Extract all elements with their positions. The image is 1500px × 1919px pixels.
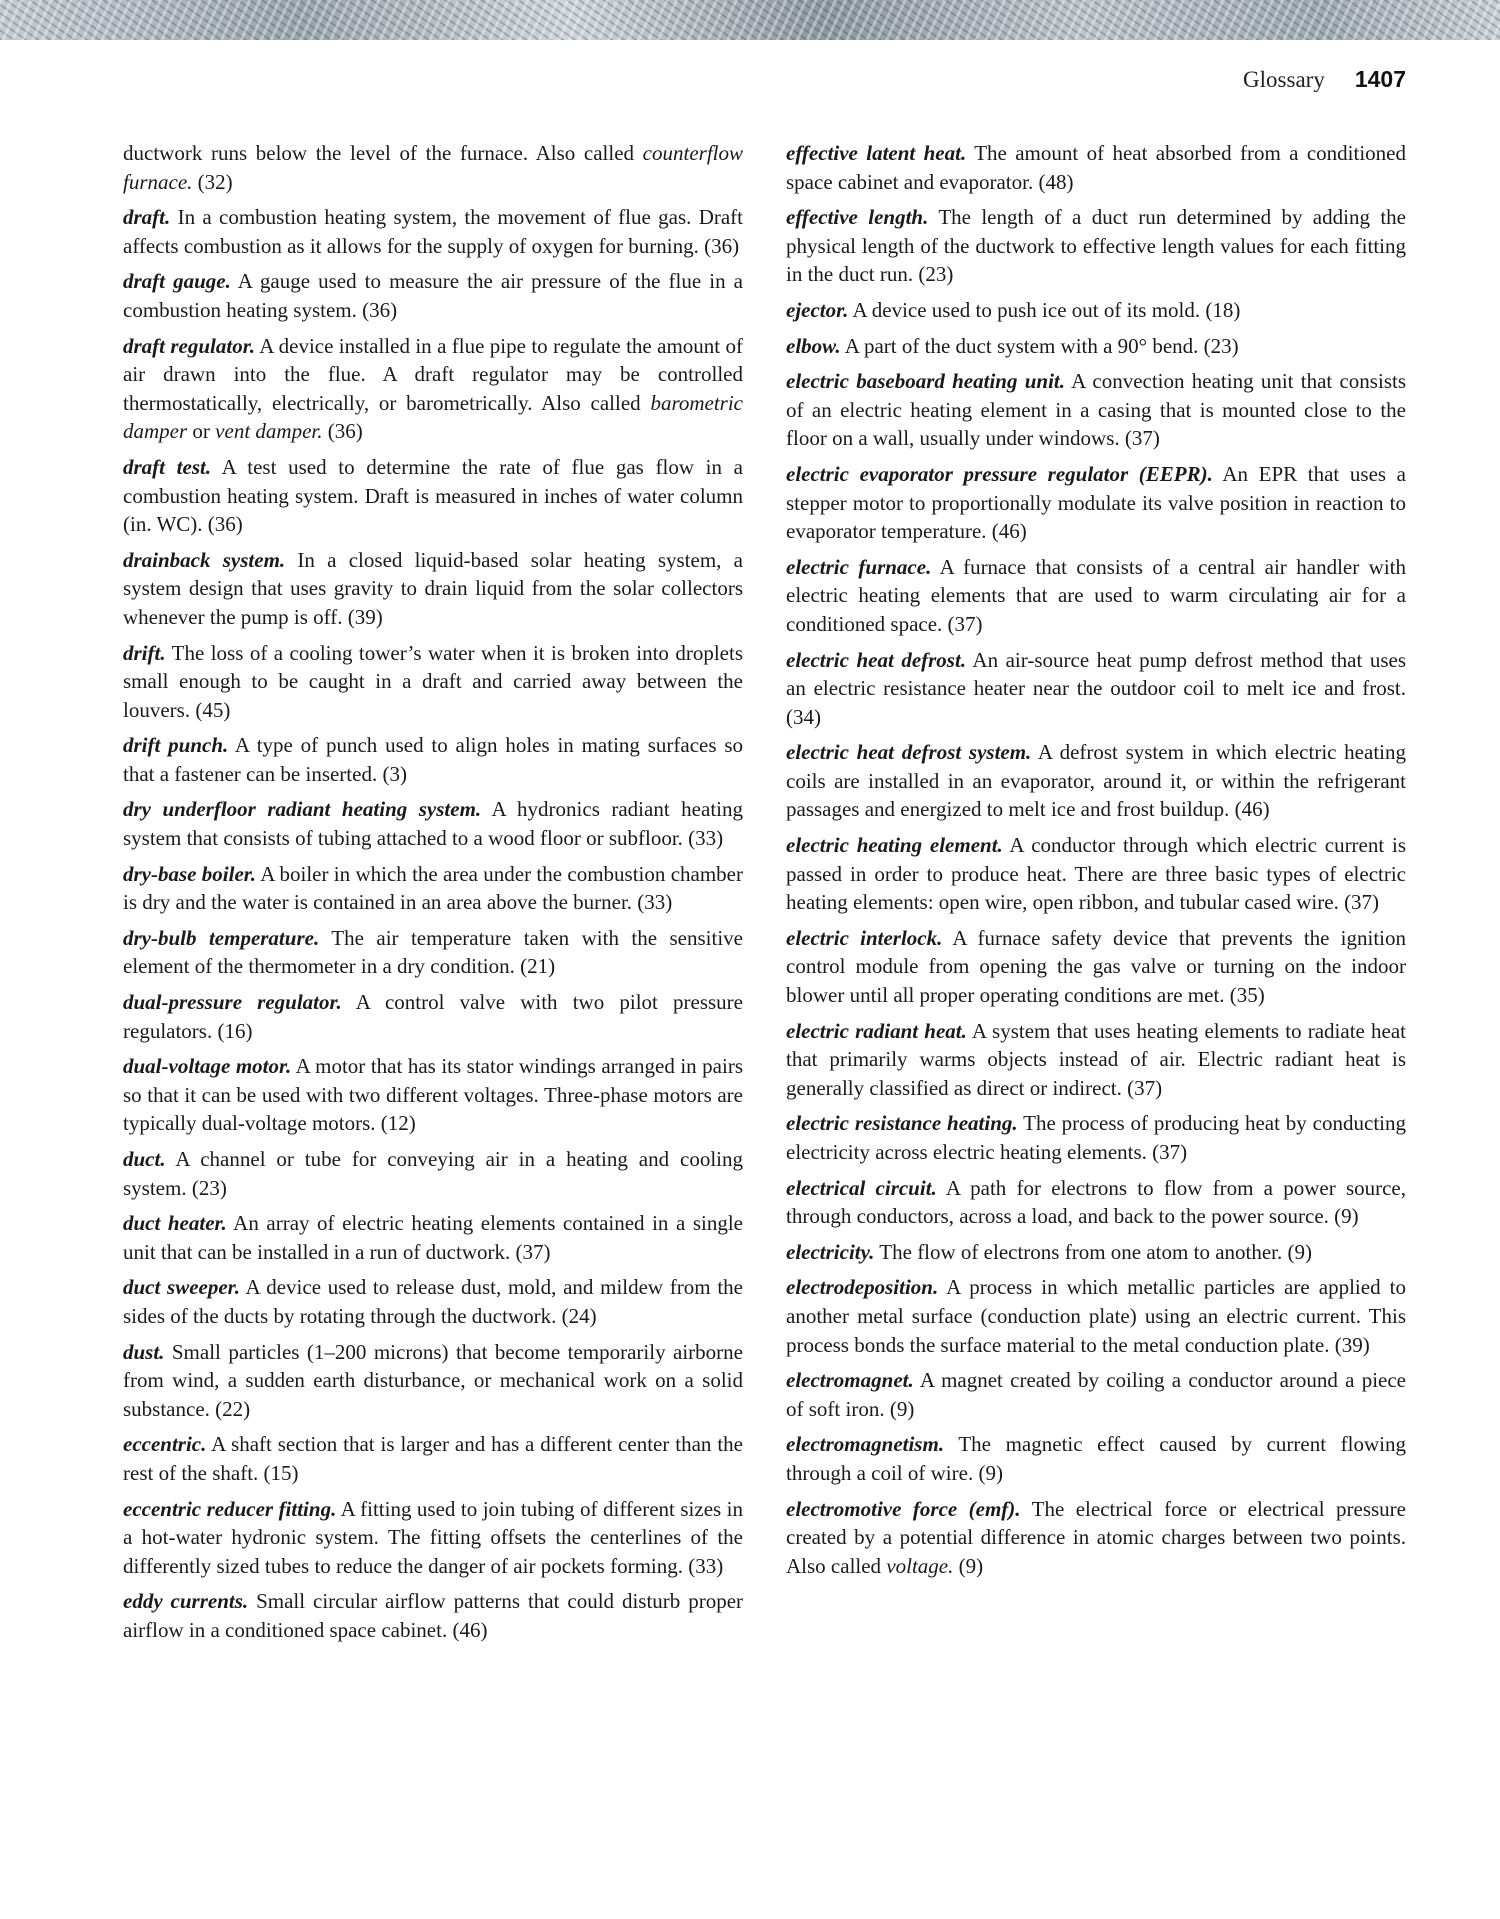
glossary-definition: A magnet created by coiling a conductor around a piece of soft iron. (9) xyxy=(786,1368,1406,1421)
glossary-definition: Small circular airflow patterns that could disturb proper airflow in a conditioned space cabinet. (46) xyxy=(123,1589,744,1642)
glossary-entry xyxy=(123,860,743,917)
glossary-term: electric radiant heat. xyxy=(786,1018,967,1043)
glossary-term: electric heating element. xyxy=(786,833,1003,858)
glossary-entry xyxy=(123,1430,743,1487)
glossary-term: electricity. xyxy=(786,1239,875,1264)
glossary-term: dry-bulb temperature. xyxy=(123,925,320,950)
glossary-entry xyxy=(786,1109,1406,1166)
glossary-definition: The air temperature taken with the sensitive element of the thermometer in a dry condition. (21) xyxy=(123,925,743,979)
glossary-definition: A device used to release dust, mold, and mildew from the sides of the ducts by rotating through the ductwork. (24) xyxy=(123,1275,743,1328)
glossary-entry xyxy=(123,639,743,725)
glossary-term: dual-pressure regulator. xyxy=(123,990,342,1015)
glossary-entry xyxy=(786,367,1406,453)
glossary-column-left xyxy=(123,139,743,1652)
glossary-definition: The electrical force or electrical pressure created by a potential difference in atomic charges between two points. Also called xyxy=(786,1496,1406,1578)
glossary-definition: The process of producing heat by conducting electricity across electric heating elements. (37) xyxy=(786,1111,1406,1164)
glossary-definition: The loss of a cooling tower’s water when it is broken into droplets small enough to be caught in a draft and carried away between the louvers. (45) xyxy=(123,640,743,722)
glossary-entry xyxy=(123,546,743,632)
glossary-term: draft gauge. xyxy=(123,269,231,294)
glossary-entry xyxy=(786,831,1406,917)
glossary-entry xyxy=(786,332,1406,361)
glossary-entry xyxy=(123,988,743,1045)
glossary-chapter-ref: (36) xyxy=(322,419,363,444)
glossary-term: duct. xyxy=(123,1147,166,1171)
glossary-definition: The length of a duct run determined by adding the physical length of the ductwork to effective length values for each fitting in the duct run. (23) xyxy=(786,205,1406,287)
glossary-definition: A gauge used to measure the air pressure of the flue in a combustion heating system. (36) xyxy=(123,269,743,322)
glossary-term: electromotive force (emf). xyxy=(786,1496,1021,1521)
glossary-definition: A control valve with two pilot pressure regulators. (16) xyxy=(123,990,743,1043)
glossary-term: drainback system. xyxy=(123,547,286,572)
glossary-definition: A type of punch used to align holes in mating surfaces so that a fastener can be inserted. (3) xyxy=(123,733,743,786)
glossary-cross-reference: counterflow furnace. xyxy=(123,141,743,194)
glossary-term: electric furnace. xyxy=(786,554,932,579)
glossary-entry xyxy=(123,1587,743,1644)
glossary-term: electric baseboard heating unit. xyxy=(786,369,1066,394)
glossary-column-right xyxy=(786,139,1406,1587)
glossary-term: electric heat defrost system. xyxy=(786,740,1032,765)
glossary-entry xyxy=(123,1145,743,1202)
glossary-cross-reference: barometric damper xyxy=(123,390,743,444)
glossary-term: eccentric. xyxy=(123,1432,207,1457)
glossary-definition: A furnace safety device that prevents the ignition control module from opening the gas valve or turning on the indoor blower until all proper operating conditions are met. (35) xyxy=(786,925,1406,1008)
glossary-term: effective length. xyxy=(786,205,929,230)
glossary-definition: The magnetic effect caused by current flowing through a coil of wire. (9) xyxy=(786,1432,1406,1485)
glossary-entry xyxy=(786,1238,1406,1267)
glossary-entry xyxy=(123,1209,743,1266)
glossary-definition: A device installed in a flue pipe to regulate the amount of air drawn into the flue. A draft regulator may be controlled thermostatically, electrically, or barometrically. Also called xyxy=(123,333,743,415)
glossary-definition: Small particles (1–200 microns) that become temporarily airborne from wind, a sudden earth disturbance, or mechanical work on a solid substance. (22) xyxy=(123,1339,743,1421)
glossary-term: elbow. xyxy=(786,333,841,358)
glossary-term: electric evaporator pressure regulator (EEPR). xyxy=(786,461,1213,486)
glossary-definition: The amount of heat absorbed from a conditioned space cabinet and evaporator. (48) xyxy=(786,141,1407,194)
section-title: Glossary xyxy=(1243,67,1325,92)
glossary-entry xyxy=(786,646,1406,732)
glossary-term: electric interlock. xyxy=(786,925,943,950)
glossary-term: eccentric reducer fitting. xyxy=(123,1496,337,1521)
glossary-entry xyxy=(123,453,743,539)
decorative-header-banner xyxy=(0,0,1500,40)
glossary-term: dual-voltage motor. xyxy=(123,1054,292,1079)
glossary-definition: A motor that has its stator windings arranged in pairs so that it can be used with two different voltages. Three-phase motors are typically dual-voltage motors. (12) xyxy=(123,1054,743,1136)
glossary-entry xyxy=(786,460,1406,546)
glossary-term: drift. xyxy=(123,640,166,665)
glossary-definition: In a closed liquid-based solar heating system, a system design that uses gravity to drain liquid from the solar collectors whenever the pump is off. (39) xyxy=(123,547,743,629)
glossary-entry xyxy=(123,332,743,446)
glossary-term: electrodeposition. xyxy=(786,1275,939,1300)
glossary-term: duct sweeper. xyxy=(123,1275,240,1300)
glossary-entry xyxy=(786,1495,1406,1581)
glossary-cross-reference: vent damper. xyxy=(215,419,323,444)
glossary-definition: A part of the duct system with a 90° bend. (23) xyxy=(840,333,1239,358)
glossary-term: electric heat defrost. xyxy=(786,647,967,672)
glossary-entry xyxy=(123,795,743,852)
glossary-chapter-ref: (32) xyxy=(192,169,233,194)
glossary-definition: A furnace that consists of a central air handler with electric heating elements that are used to warm circulating air for a conditioned space. (37) xyxy=(786,554,1407,636)
glossary-definition: or xyxy=(187,419,216,444)
running-head xyxy=(1243,66,1406,93)
glossary-definition: A hydronics radiant heating system that consists of tubing attached to a wood floor or subfloor. (33) xyxy=(123,797,743,851)
glossary-entry xyxy=(123,1495,743,1581)
glossary-definition: In a combustion heating system, the movement of flue gas. Draft affects combustion as it allows for the supply of oxygen for burning. (36) xyxy=(123,205,743,258)
glossary-term: electromagnetism. xyxy=(786,1432,945,1457)
glossary-definition: ductwork runs below the level of the furnace. Also called xyxy=(123,141,643,165)
glossary-entry xyxy=(786,553,1406,639)
glossary-term: eddy currents. xyxy=(123,1589,249,1614)
glossary-definition: A defrost system in which electric heating coils are installed in an evaporator, around it, or within the refrigerant passages and energized to melt ice and frost buildup. (46) xyxy=(786,740,1406,822)
glossary-entry xyxy=(786,738,1406,824)
glossary-definition: A shaft section that is larger and has a different center than the rest of the shaft. (15) xyxy=(123,1432,743,1485)
glossary-entry xyxy=(786,1430,1406,1487)
glossary-entry xyxy=(123,1052,743,1138)
glossary-entry xyxy=(786,1273,1406,1359)
glossary-definition: An air-source heat pump defrost method that uses an electric resistance heater near the outdoor coil to melt ice and frost. (34) xyxy=(786,647,1406,729)
glossary-entry xyxy=(786,1366,1406,1423)
glossary-definition: A system that uses heating elements to radiate heat that primarily warms objects instead of air. Electric radiant heat is generally classified as direct or indirect. (37) xyxy=(786,1018,1406,1100)
glossary-term: effective latent heat. xyxy=(786,141,967,165)
glossary-entry xyxy=(123,924,743,981)
glossary-term: ejector. xyxy=(786,297,849,322)
glossary-definition: A path for electrons to flow from a power source, through conductors, across a load, and back to the power source. (9) xyxy=(786,1175,1407,1229)
glossary-term: duct heater. xyxy=(123,1211,227,1236)
glossary-definition: A device used to push ice out of its mold. (18) xyxy=(848,297,1241,322)
page-number: 1407 xyxy=(1354,66,1406,92)
glossary-term: drift punch. xyxy=(123,733,229,758)
glossary-definition: A convection heating unit that consists of an electric heating element in a casing that is mounted close to the floor on a wall, usually under windows. (37) xyxy=(786,369,1406,451)
glossary-definition: A channel or tube for conveying air in a heating and cooling system. (23) xyxy=(123,1147,743,1200)
glossary-term: dust. xyxy=(123,1339,165,1364)
glossary-entry xyxy=(786,139,1406,196)
glossary-entry xyxy=(786,296,1406,325)
glossary-definition: The flow of electrons from one atom to another. (9) xyxy=(874,1239,1312,1264)
glossary-definition: A test used to determine the rate of flue gas flow in a combustion heating system. Draft is measured in inches of water column (in. WC). (36) xyxy=(123,454,743,537)
glossary-definition: An array of electric heating elements contained in a single unit that can be installed in a run of ductwork. (37) xyxy=(123,1211,743,1264)
glossary-entry xyxy=(123,1338,743,1424)
glossary-chapter-ref: (9) xyxy=(953,1553,984,1578)
glossary-term: draft test. xyxy=(123,454,212,479)
glossary-entry xyxy=(123,267,743,324)
glossary-entry xyxy=(786,924,1406,1010)
glossary-cross-reference: voltage. xyxy=(886,1553,954,1578)
glossary-entry xyxy=(123,203,743,260)
glossary-definition: A conductor through which electric current is passed in order to produce heat. There are three basic types of electric heating elements: open wire, open ribbon, and tubular cased wire. (37) xyxy=(786,833,1407,915)
glossary-entry xyxy=(786,203,1406,289)
glossary-entry xyxy=(123,1273,743,1330)
glossary-entry xyxy=(786,1017,1406,1103)
glossary-definition: An EPR that uses a stepper motor to proportionally modulate its valve position in reaction to evaporator temperature. (46) xyxy=(786,461,1407,544)
glossary-definition: A boiler in which the area under the combustion chamber is dry and the water is contained in an area above the burner. (33) xyxy=(123,861,743,915)
glossary-term: electrical circuit. xyxy=(786,1175,937,1200)
glossary-term: draft. xyxy=(123,205,171,230)
glossary-definition: A process in which metallic particles are applied to another metal surface (conduction plate) using an electric current. This process bonds the surface material to the metal conduction plate. (39) xyxy=(786,1275,1406,1357)
glossary-term: dry underfloor radiant heating system. xyxy=(123,797,482,822)
glossary-term: dry-base boiler. xyxy=(123,861,257,886)
glossary-term: draft regulator. xyxy=(123,333,255,358)
glossary-term: electric resistance heating. xyxy=(786,1111,1018,1136)
glossary-entry xyxy=(786,1174,1406,1231)
glossary-definition: A fitting used to join tubing of different sizes in a hot-water hydronic system. The fitting offsets the centerlines of the differently sized tubes to reduce the danger of air pockets forming. (33) xyxy=(123,1496,743,1578)
glossary-entry xyxy=(123,139,743,196)
glossary-entry xyxy=(123,731,743,788)
glossary-term: electromagnet. xyxy=(786,1368,914,1393)
